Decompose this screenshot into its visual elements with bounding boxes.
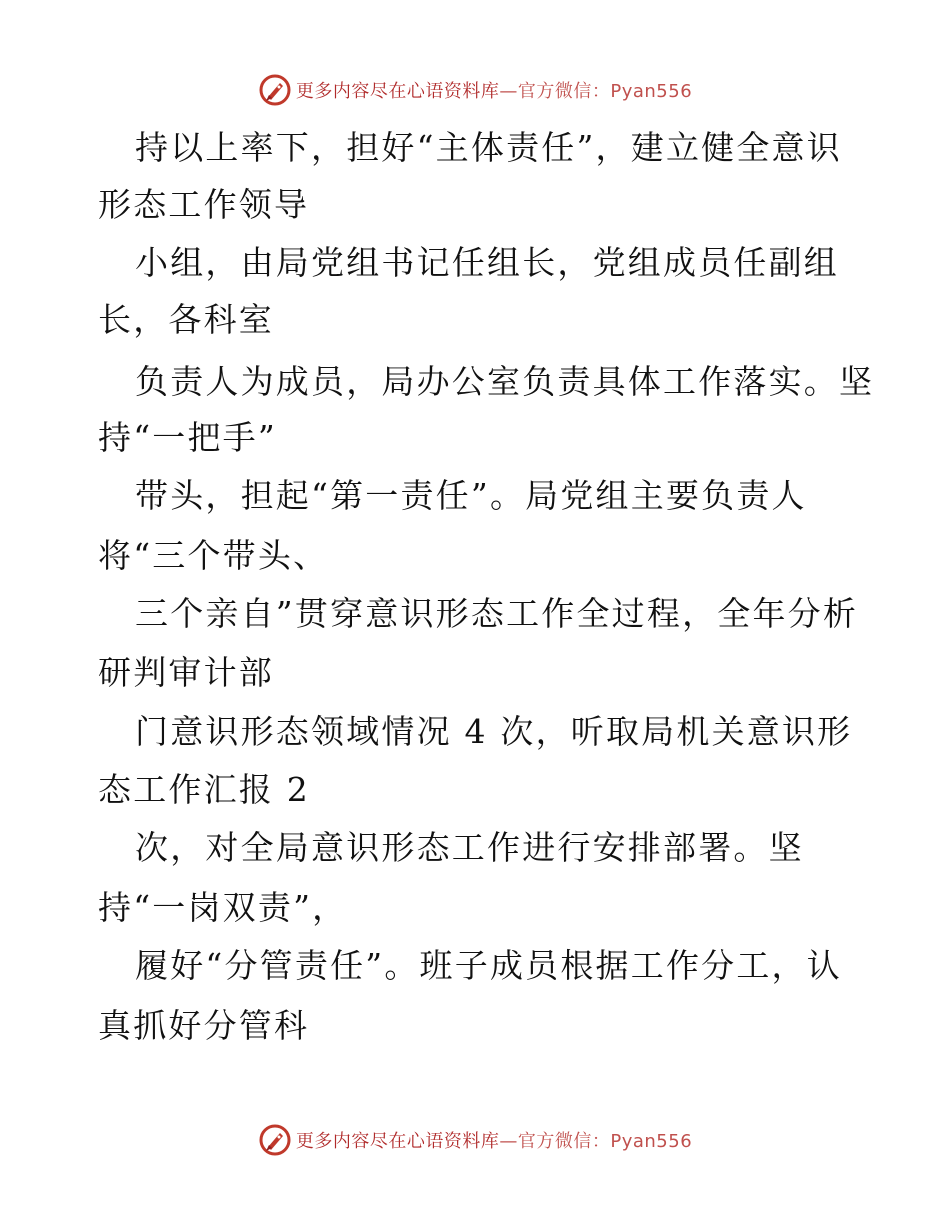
header-banner-separator: — (499, 81, 518, 102)
body-line: 负责人为成员，局办公室负责具体工作落实。坚 (135, 362, 875, 401)
footer-banner-separator: — (499, 1131, 518, 1152)
header-banner (0, 70, 950, 110)
header-banner-text (296, 77, 692, 103)
body-line: 门意识形态领域情况 4 次，听取局机关意识形 (135, 712, 853, 751)
body-line: 真抓好分管科 (98, 1006, 310, 1045)
body-line: 次，对全局意识形态工作进行安排部署。坚 (135, 828, 804, 867)
body-line: 三个亲自”贯穿意识形态工作全过程，全年分析 (135, 594, 859, 633)
body-line: 履好“分管责任”。班子成员根据工作分工，认 (135, 946, 842, 985)
body-line: 研判审计部 (98, 653, 274, 692)
body-line: 将“三个带头、 (98, 536, 329, 575)
body-line: 态工作汇报 2 (98, 770, 310, 809)
footer-banner-wechat: 官方微信：Pyan556 (517, 1131, 693, 1152)
body-line: 形态工作领导 (98, 185, 310, 224)
body-line: 持“一岗双责”， (98, 888, 348, 927)
footer-banner-main: 更多内容尽在心语资料库 (295, 1131, 500, 1152)
header-banner-wechat: 官方微信：Pyan556 (517, 81, 693, 102)
footer-banner-text (296, 1127, 692, 1153)
header-banner-main: 更多内容尽在心语资料库 (295, 81, 500, 102)
pen-nib-logo-icon (258, 73, 292, 107)
body-line: 带头，担起“第一责任”。局党组主要负责人 (135, 476, 807, 515)
pen-nib-logo-icon (258, 1123, 292, 1157)
body-line: 长，各科室 (98, 300, 274, 339)
body-line: 持“一把手” (98, 418, 277, 457)
body-line: 持以上率下，担好“主体责任”，建立健全意识 (135, 128, 842, 167)
footer-banner (0, 1120, 950, 1160)
body-line: 小组，由局党组书记任组长，党组成员任副组 (135, 243, 839, 282)
